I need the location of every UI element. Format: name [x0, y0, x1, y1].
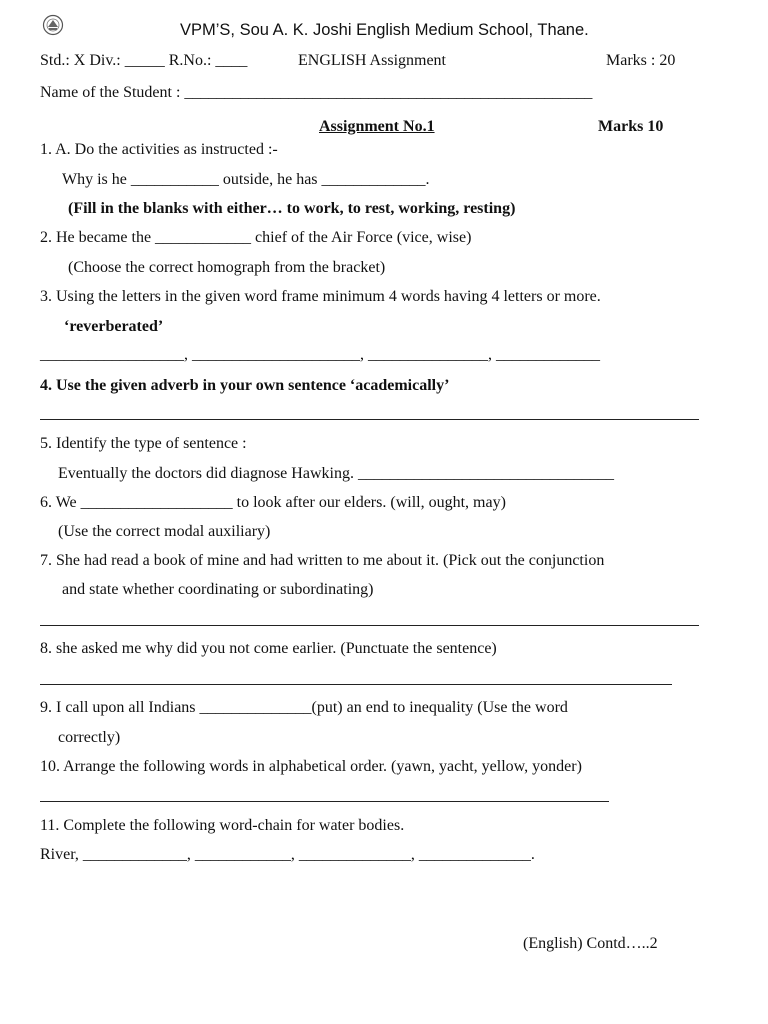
assignment-title: Assignment No.1: [319, 118, 435, 135]
question-6-hint: (Use the correct modal auxiliary): [58, 523, 271, 540]
question-5: 5. Identify the type of sentence :: [40, 435, 247, 452]
std-div-rollno: Std.: X Div.: _____ R.No.: ____: [40, 52, 248, 69]
question-11-word-chain: River, _____________, ____________, ______________, ______________.: [40, 846, 535, 863]
answer-line: [40, 684, 672, 685]
school-name: VPM’S, Sou A. K. Joshi English Medium School, Thane.: [180, 21, 589, 39]
question-1-hint: (Fill in the blanks with either… to work, to rest, working, resting): [68, 200, 516, 217]
question-10: 10. Arrange the following words in alphabetical order. (yawn, yacht, yellow, yonder): [40, 758, 582, 775]
question-3-blanks: __________________, _____________________, _______________, _____________: [40, 346, 600, 363]
assignment-marks: Marks 10: [598, 118, 664, 135]
subject-title: ENGLISH Assignment: [298, 52, 446, 69]
question-2-hint: (Choose the correct homograph from the bracket): [68, 259, 386, 276]
answer-line: [40, 419, 699, 420]
student-name-field: Name of the Student : ___________________________________________________: [40, 84, 593, 101]
question-1a: 1. A. Do the activities as instructed :-: [40, 141, 278, 158]
question-2: 2. He became the ____________ chief of the Air Force (vice, wise): [40, 229, 472, 246]
question-9-continued: correctly): [58, 729, 121, 746]
question-5-sentence: Eventually the doctors did diagnose Hawking. ________________________________: [58, 465, 614, 482]
answer-line: [40, 801, 609, 802]
question-6: 6. We ___________________ to look after our elders. (will, ought, may): [40, 494, 506, 511]
school-logo: [42, 14, 64, 36]
question-4: 4. Use the given adverb in your own sentence ‘academically’: [40, 377, 450, 394]
total-marks: Marks : 20: [606, 52, 676, 69]
question-1-sentence: Why is he ___________ outside, he has _____________.: [62, 171, 430, 188]
question-3: 3. Using the letters in the given word frame minimum 4 words having 4 letters or more.: [40, 288, 601, 305]
question-7-continued: and state whether coordinating or subordinating): [62, 581, 374, 598]
question-7: 7. She had read a book of mine and had written to me about it. (Pick out the conjunction: [40, 552, 605, 569]
question-11: 11. Complete the following word-chain for water bodies.: [40, 817, 405, 834]
question-9: 9. I call upon all Indians ______________(put) an end to inequality (Use the word: [40, 699, 568, 716]
question-3-word: ‘reverberated’: [64, 318, 164, 335]
answer-line: [40, 625, 699, 626]
question-8: 8. she asked me why did you not come earlier. (Punctuate the sentence): [40, 640, 497, 657]
continued-note: (English) Contd…..2: [523, 935, 658, 952]
